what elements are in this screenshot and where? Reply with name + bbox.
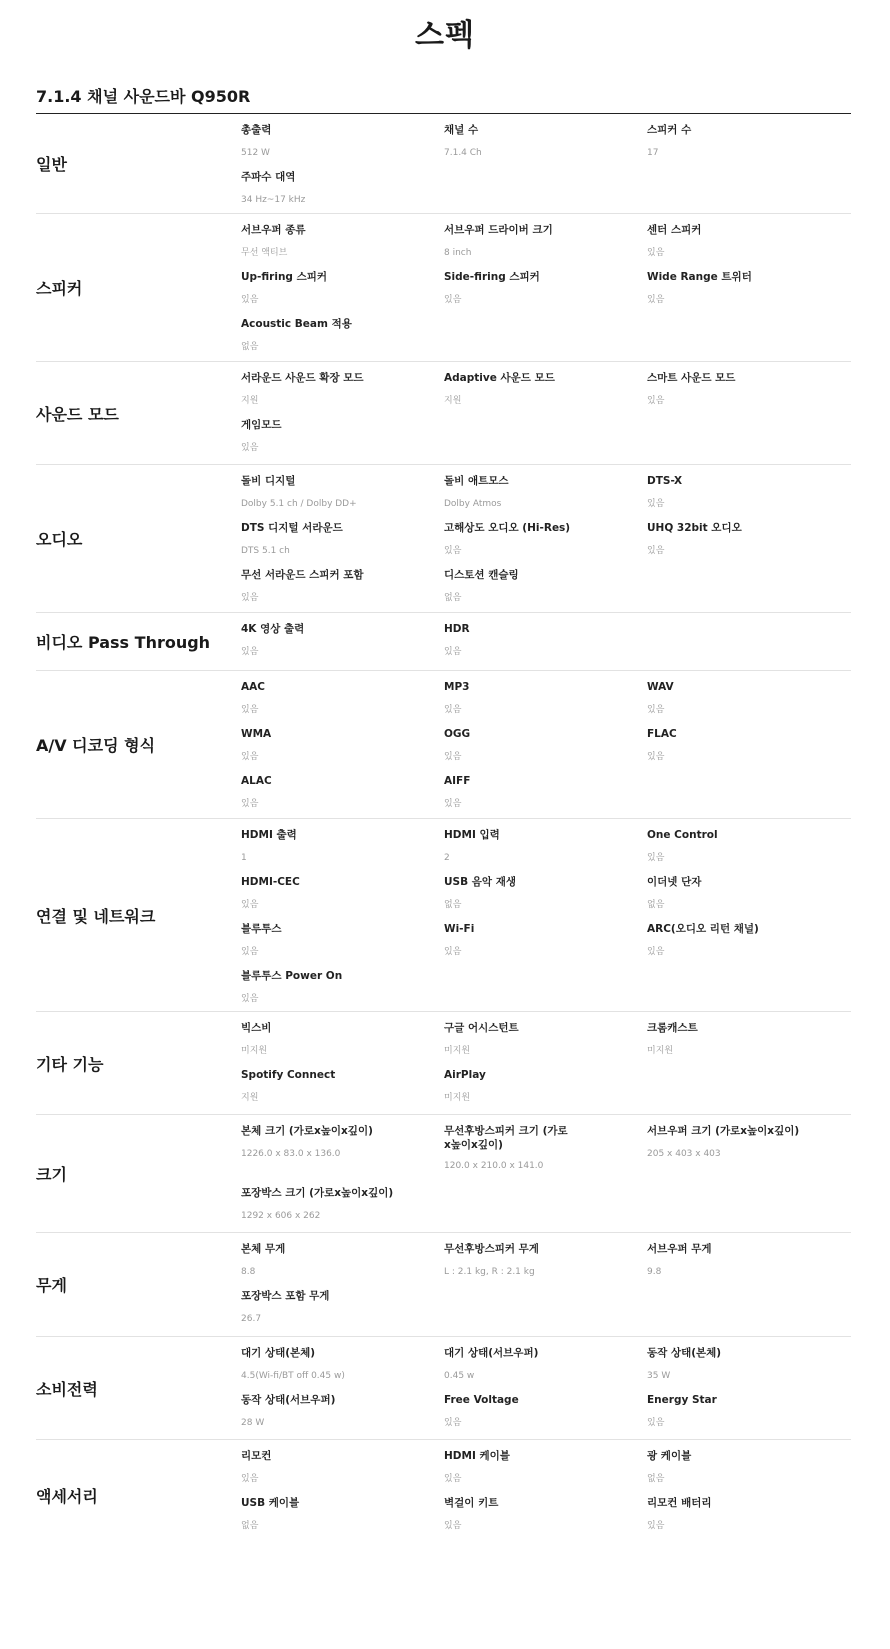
section-items <box>241 465 851 612</box>
spec-section-weight <box>36 1233 851 1337</box>
spec-item-name: 주파수 대역 <box>241 171 296 183</box>
spec-item-value: 9.8 <box>647 1267 662 1277</box>
spec-item <box>444 1346 647 1393</box>
spec-item <box>241 270 444 317</box>
spec-item-name: DTS 디지털 서라운드 <box>241 522 343 534</box>
spec-item <box>444 774 647 821</box>
spec-item <box>647 680 847 727</box>
spec-item-value: 없음 <box>647 900 665 910</box>
spec-item-value: 0.45 w <box>444 1371 475 1381</box>
section-label: 사운드 모드 <box>36 404 119 424</box>
spec-item <box>444 568 647 615</box>
spec-item-value: 26.7 <box>241 1314 262 1324</box>
spec-item-value: 있음 <box>647 752 665 762</box>
spec-item-name: Wi-Fi <box>444 923 475 935</box>
spec-item <box>647 922 847 969</box>
spec-item-name: DTS-X <box>647 475 683 487</box>
spec-item-name: 블루투스 Power On <box>241 970 343 982</box>
spec-item-value: 지원 <box>444 396 462 406</box>
spec-item-name: Spotify Connect <box>241 1069 336 1081</box>
section-label: 일반 <box>36 155 67 174</box>
spec-item-value: Dolby 5.1 ch / Dolby DD+ <box>241 499 357 509</box>
spec-item-name: 동작 상태(서브우퍼) <box>241 1394 336 1406</box>
spec-item <box>241 1496 444 1543</box>
spec-item <box>444 1449 647 1496</box>
spec-item-name: 동작 상태(본체) <box>647 1347 722 1359</box>
spec-item <box>444 474 647 521</box>
spec-item-value: 없음 <box>241 1521 259 1531</box>
spec-item-value: 지원 <box>241 1093 259 1103</box>
spec-section-speaker <box>36 214 851 362</box>
spec-item-value: 있음 <box>647 248 665 258</box>
spec-item-value: 있음 <box>647 499 665 509</box>
section-items <box>241 613 851 670</box>
spec-item <box>241 170 444 217</box>
spec-item-name: UHQ 32bit 오디오 <box>647 522 742 534</box>
spec-item-name: 광 케이블 <box>647 1450 692 1462</box>
spec-item-name: HDMI-CEC <box>241 876 300 888</box>
spec-item-name: 포장박스 크기 (가로x높이x깊이) <box>241 1187 394 1199</box>
spec-item-value: DTS 5.1 ch <box>241 546 290 556</box>
spec-item <box>444 1124 647 1186</box>
spec-item-name: 포장박스 포함 무게 <box>241 1290 330 1302</box>
spec-item-value: 있음 <box>241 593 259 603</box>
spec-item-value: 7.1.4 Ch <box>444 148 482 158</box>
spec-item <box>241 727 444 774</box>
spec-item-name: Side-firing 스피커 <box>444 271 540 283</box>
spec-item <box>647 521 847 568</box>
spec-section-video-pass-through <box>36 613 851 671</box>
spec-item <box>444 622 647 669</box>
spec-item-name: MP3 <box>444 681 470 693</box>
spec-item <box>241 317 444 364</box>
spec-item-value: 지원 <box>241 396 259 406</box>
spec-item-name: ARC(오디오 리턴 채널) <box>647 923 759 935</box>
spec-item-value: 있음 <box>444 752 462 762</box>
spec-item-value: 28 W <box>241 1418 265 1428</box>
spec-item-name: 대기 상태(본체) <box>241 1347 316 1359</box>
spec-item <box>647 270 847 317</box>
spec-item-value: 있음 <box>444 546 462 556</box>
spec-item <box>647 1496 847 1543</box>
spec-item-value: 있음 <box>241 900 259 910</box>
spec-item-value: 4.5(Wi-fi/BT off 0.45 w) <box>241 1371 345 1381</box>
spec-item <box>241 922 444 969</box>
spec-table <box>36 114 851 1550</box>
spec-item-value: 있음 <box>647 1521 665 1531</box>
spec-item-name: ALAC <box>241 775 272 787</box>
spec-item <box>444 371 647 418</box>
spec-item-name: 디스토션 캔슬링 <box>444 569 519 581</box>
spec-item-value: 있음 <box>444 1474 462 1484</box>
spec-section-av-decoding <box>36 671 851 819</box>
spec-item-name: USB 케이블 <box>241 1497 300 1509</box>
spec-item-name: WAV <box>647 681 674 693</box>
section-label: 연결 및 네트워크 <box>36 906 156 926</box>
spec-item <box>647 474 847 521</box>
spec-item <box>647 1449 847 1496</box>
spec-item <box>241 371 444 418</box>
spec-item <box>241 1124 444 1186</box>
spec-item-name: 무선후방스피커 크기 (가로x높이x깊이) <box>444 1125 568 1151</box>
spec-item-value: 없음 <box>444 900 462 910</box>
spec-item <box>444 123 647 170</box>
spec-item <box>241 568 444 615</box>
section-label: 오디오 <box>36 530 83 549</box>
spec-item-name: 블루투스 <box>241 923 282 935</box>
spec-item-value: 없음 <box>241 342 259 352</box>
spec-item-name: Adaptive 사운드 모드 <box>444 372 555 384</box>
spec-item-name: FLAC <box>647 728 677 740</box>
spec-item-value: 205 x 403 x 403 <box>647 1149 721 1159</box>
section-items <box>241 671 851 818</box>
spec-item-name: 리모컨 배터리 <box>647 1497 712 1509</box>
spec-item-name: HDMI 케이블 <box>444 1450 510 1462</box>
spec-item-name: Energy Star <box>647 1394 717 1406</box>
spec-item-value: 있음 <box>444 295 462 305</box>
section-label: 액세서리 <box>36 1486 98 1506</box>
spec-item <box>444 270 647 317</box>
spec-item <box>241 474 444 521</box>
spec-item-value: 미지원 <box>444 1046 471 1056</box>
spec-item <box>444 521 647 568</box>
spec-item-name: One Control <box>647 829 718 841</box>
spec-item <box>647 727 847 774</box>
spec-item <box>241 1393 444 1440</box>
spec-item-value: 있음 <box>647 1418 665 1428</box>
spec-item-value: 1226.0 x 83.0 x 136.0 <box>241 1149 341 1159</box>
spec-item-name: 서브우퍼 드라이버 크기 <box>444 224 553 236</box>
spec-item-value: 있음 <box>647 546 665 556</box>
spec-item <box>647 1242 847 1289</box>
spec-item-name: AIFF <box>444 775 471 787</box>
spec-item-name: 무선 서라운드 스피커 포함 <box>241 569 364 581</box>
spec-item-value: 35 W <box>647 1371 671 1381</box>
spec-item <box>647 1021 847 1068</box>
section-items <box>241 1337 851 1439</box>
spec-item-name: 돌비 디지털 <box>241 475 296 487</box>
spec-item <box>647 1393 847 1440</box>
spec-item-name: 구글 어시스턴트 <box>444 1022 519 1034</box>
section-items <box>241 1012 851 1114</box>
spec-item-value: 있음 <box>647 853 665 863</box>
spec-item <box>241 622 444 669</box>
spec-item-value: 2 <box>444 853 450 863</box>
section-label: 소비전력 <box>36 1379 98 1399</box>
spec-item-value: 1292 x 606 x 262 <box>241 1211 321 1221</box>
spec-item-name: 고해상도 오디오 (Hi-Res) <box>444 522 571 534</box>
spec-item <box>444 223 647 270</box>
spec-item-name: 빅스비 <box>241 1022 272 1034</box>
spec-item <box>241 123 444 170</box>
spec-item-value: 512 W <box>241 148 270 158</box>
spec-section-extra-features <box>36 1012 851 1115</box>
spec-item-name: AAC <box>241 681 265 693</box>
spec-item <box>241 680 444 727</box>
spec-item-value: 있음 <box>241 752 259 762</box>
spec-item-value: 8 inch <box>444 248 472 258</box>
spec-item <box>444 1496 647 1543</box>
spec-item-value: 있음 <box>444 705 462 715</box>
section-items <box>241 214 851 361</box>
spec-item <box>647 223 847 270</box>
section-label: 크기 <box>36 1165 67 1184</box>
spec-section-audio <box>36 465 851 613</box>
spec-item-name: 게임모드 <box>241 419 282 431</box>
spec-item-value: L : 2.1 kg, R : 2.1 kg <box>444 1267 535 1277</box>
spec-item-name: USB 음악 재생 <box>444 876 516 888</box>
spec-item <box>444 727 647 774</box>
spec-item-value: 있음 <box>241 647 259 657</box>
spec-item-value: 있음 <box>241 947 259 957</box>
spec-item-name: 서브우퍼 크기 (가로x높이x깊이) <box>647 1125 800 1137</box>
spec-item-value: 34 Hz~17 kHz <box>241 195 306 205</box>
section-items <box>241 1233 851 1336</box>
spec-item-name: 4K 영상 출력 <box>241 623 305 635</box>
spec-item-value: 있음 <box>647 947 665 957</box>
spec-item-value: 없음 <box>444 593 462 603</box>
spec-item-name: 채널 수 <box>444 124 479 136</box>
spec-item-value: 있음 <box>647 705 665 715</box>
spec-item-name: Acoustic Beam 적용 <box>241 318 352 330</box>
spec-item-value: 있음 <box>241 1474 259 1484</box>
spec-item <box>444 680 647 727</box>
spec-item <box>241 418 444 465</box>
spec-item <box>444 1242 647 1289</box>
spec-item-name: 무선후방스피커 무게 <box>444 1243 539 1255</box>
spec-item-name: HDMI 출력 <box>241 829 297 841</box>
spec-item-name: 스마트 사운드 모드 <box>647 372 736 384</box>
page-title: 스펙 <box>415 18 475 53</box>
spec-item <box>444 1068 647 1115</box>
section-label: 비디오 Pass Through <box>36 633 211 652</box>
spec-item <box>647 875 847 922</box>
spec-item-name: 본체 크기 (가로x높이x깊이) <box>241 1125 373 1137</box>
spec-item-name: WMA <box>241 728 272 740</box>
spec-section-accessories <box>36 1440 851 1550</box>
spec-item <box>241 1289 444 1336</box>
spec-item-value: 있음 <box>444 1418 462 1428</box>
section-items <box>241 1115 851 1232</box>
spec-item-name: AirPlay <box>444 1069 486 1081</box>
spec-item-value: 없음 <box>647 1474 665 1484</box>
section-items <box>241 1440 851 1550</box>
spec-item-value: 있음 <box>444 1521 462 1531</box>
section-items <box>241 114 851 213</box>
spec-item-name: Wide Range 트위터 <box>647 271 752 283</box>
spec-item <box>647 1346 847 1393</box>
spec-item <box>241 969 444 1016</box>
spec-item-name: 벽걸이 키트 <box>444 1497 499 1509</box>
spec-item <box>444 828 647 875</box>
spec-item <box>444 1393 647 1440</box>
spec-item-value: 있음 <box>241 295 259 305</box>
spec-item <box>241 1242 444 1289</box>
spec-item-value: 미지원 <box>647 1046 674 1056</box>
spec-item-name: Up-firing 스피커 <box>241 271 328 283</box>
spec-item-value: 17 <box>647 148 659 158</box>
spec-item-name: OGG <box>444 728 471 740</box>
spec-item-name: 총출력 <box>241 124 272 136</box>
section-items <box>241 362 851 464</box>
spec-item <box>647 1124 847 1186</box>
spec-item <box>241 1068 444 1115</box>
spec-item-name: 본체 무게 <box>241 1243 286 1255</box>
spec-item-value: 있음 <box>647 295 665 305</box>
spec-item-name: 서브우퍼 종류 <box>241 224 306 236</box>
spec-item-value: 있음 <box>444 647 462 657</box>
spec-item <box>444 875 647 922</box>
spec-item-name: 돌비 애트모스 <box>444 475 509 487</box>
section-label: 스피커 <box>36 279 83 298</box>
spec-item <box>241 1186 444 1233</box>
spec-item <box>444 1021 647 1068</box>
spec-item-value: 8.8 <box>241 1267 256 1277</box>
section-items <box>241 819 851 1011</box>
spec-item-name: 스피커 수 <box>647 124 692 136</box>
spec-section-general <box>36 114 851 214</box>
spec-item <box>241 1346 444 1393</box>
spec-item-value: 있음 <box>241 443 259 453</box>
spec-item <box>647 123 847 170</box>
spec-item-value: 있음 <box>241 705 259 715</box>
spec-section-dimensions <box>36 1115 851 1233</box>
spec-item-name: 서브우퍼 무게 <box>647 1243 712 1255</box>
spec-item <box>241 1449 444 1496</box>
spec-item-name: 크롬캐스트 <box>647 1022 698 1034</box>
spec-item <box>241 875 444 922</box>
spec-item-value: Dolby Atmos <box>444 499 502 509</box>
spec-item-name: 서라운드 사운드 확장 모드 <box>241 372 364 384</box>
spec-item <box>647 371 847 418</box>
spec-item <box>241 223 444 270</box>
spec-item-name: 이더넷 단자 <box>647 876 702 888</box>
model-title: 7.1.4 채널 사운드바 Q950R <box>36 87 251 106</box>
spec-item <box>241 828 444 875</box>
spec-item <box>241 774 444 821</box>
spec-item <box>647 828 847 875</box>
spec-item-value: 있음 <box>241 799 259 809</box>
spec-item-value: 무선 액티브 <box>241 248 288 258</box>
spec-section-connectivity <box>36 819 851 1012</box>
spec-item-value: 1 <box>241 853 247 863</box>
spec-item-name: 대기 상태(서브우퍼) <box>444 1347 539 1359</box>
spec-item <box>444 922 647 969</box>
spec-item <box>241 521 444 568</box>
spec-item-name: HDR <box>444 623 470 635</box>
spec-section-sound-mode <box>36 362 851 465</box>
spec-item-value: 있음 <box>241 994 259 1004</box>
spec-item-name: 센터 스피커 <box>647 224 702 236</box>
section-label: A/V 디코딩 형식 <box>36 736 156 755</box>
spec-item-value: 있음 <box>444 947 462 957</box>
section-label: 기타 기능 <box>36 1054 104 1074</box>
spec-item-name: HDMI 입력 <box>444 829 500 841</box>
spec-item-name: 리모컨 <box>241 1450 272 1462</box>
spec-item-value: 120.0 x 210.0 x 141.0 <box>444 1161 544 1171</box>
section-label: 무게 <box>36 1276 67 1295</box>
spec-item-value: 있음 <box>444 799 462 809</box>
spec-item-value: 미지원 <box>241 1046 268 1056</box>
spec-item-value: 미지원 <box>444 1093 471 1103</box>
spec-item <box>241 1021 444 1068</box>
spec-item-value: 있음 <box>647 396 665 406</box>
spec-section-power <box>36 1337 851 1440</box>
spec-item-name: Free Voltage <box>444 1394 519 1406</box>
